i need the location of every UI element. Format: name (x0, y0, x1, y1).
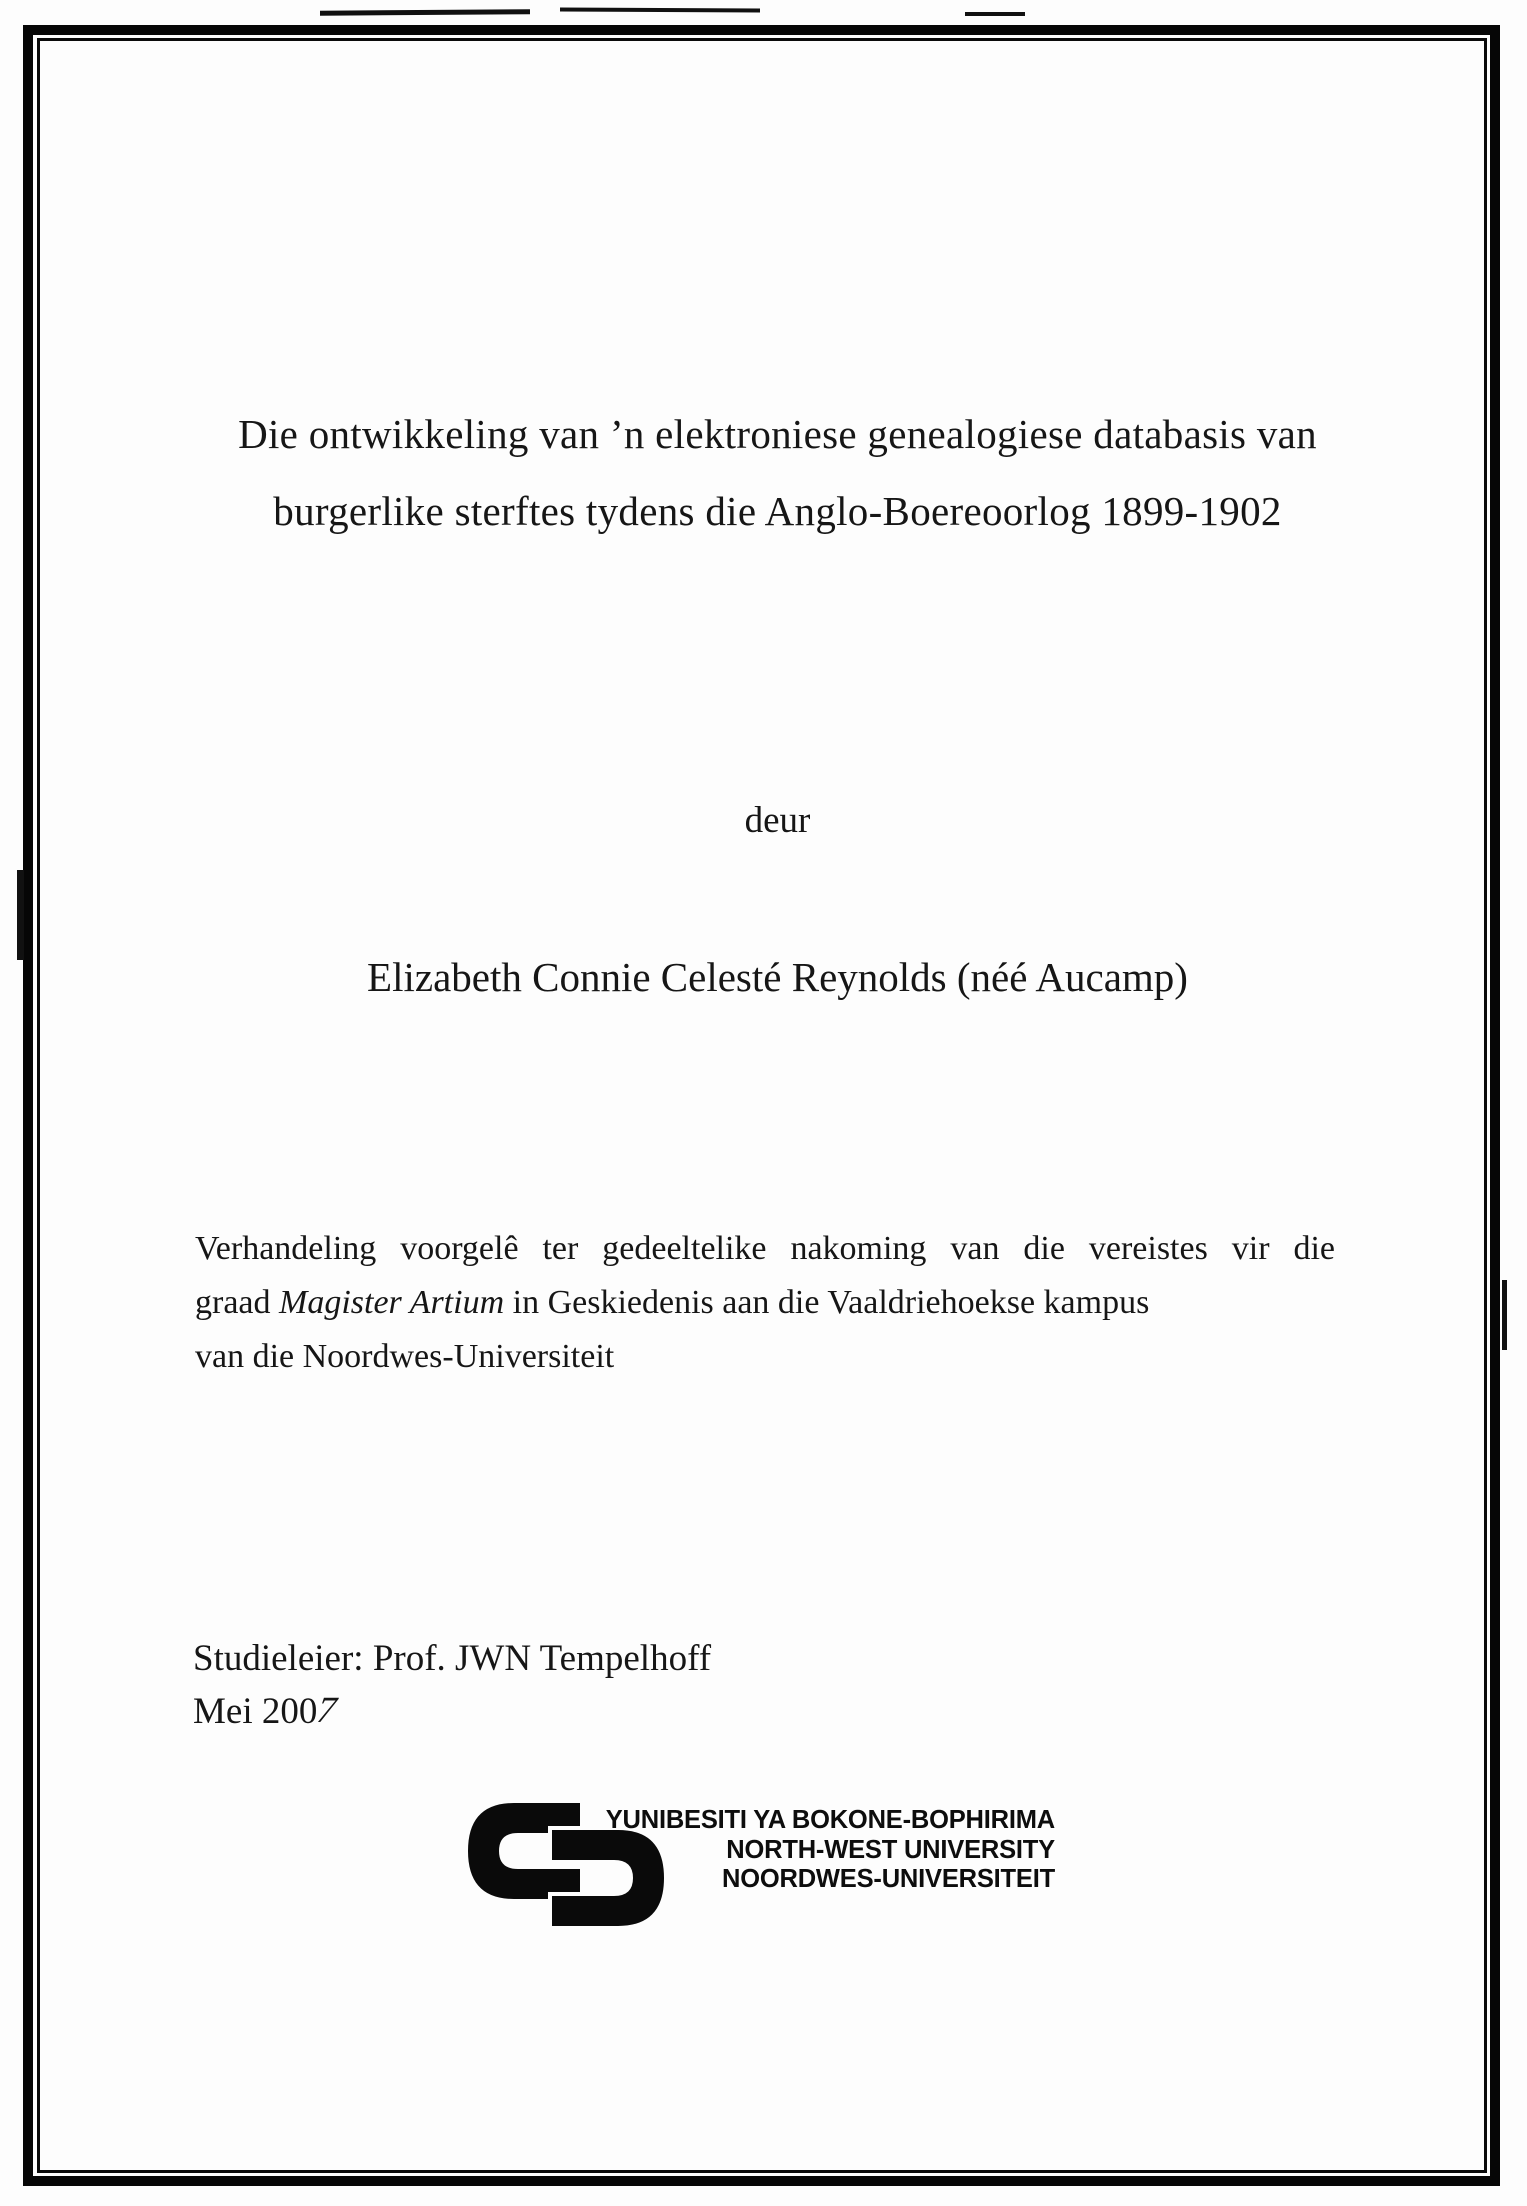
byline-label: deur (744, 800, 811, 841)
logo-line-setswana: YUNIBESITI YA BOKONE-BOPHIRIMA (605, 1806, 1055, 1834)
date-prefix: Mei 200 (193, 1691, 318, 1732)
logo-line-afrikaans: NOORDWES-UNIVERSITEIT (722, 1865, 1055, 1893)
thesis-title (195, 396, 1360, 550)
author-name: Elizabeth Connie Celesté Reynolds (néé Aucamp) (367, 954, 1188, 1000)
scan-artifact (17, 870, 24, 960)
submission-line-2-prefix: graad (195, 1284, 280, 1321)
submission-line-3: van die Noordwes-Universiteit (195, 1338, 615, 1375)
submission-statement (195, 1222, 1335, 1384)
submission-line-2-suffix: in Geskiedenis aan die Vaaldriehoekse kampus (504, 1284, 1150, 1321)
degree-name: Magister Artium (279, 1284, 505, 1321)
scan-artifact (320, 9, 530, 15)
submission-line-1: Verhandeling voorgelê ter gedeeltelike nakoming van die vereistes vir die (195, 1230, 1335, 1267)
scan-artifact (1502, 1280, 1507, 1350)
university-logo (468, 1798, 1088, 1938)
date-last-digit: 7 (311, 1690, 343, 1731)
logo-line-english: NORTH-WEST UNIVERSITY (726, 1835, 1055, 1864)
supervisor-block (193, 1632, 711, 1738)
supervisor-line: Studieleier: Prof. JWN Tempelhoff (193, 1638, 712, 1679)
date-line (193, 1685, 711, 1738)
title-line-2: burgerlike sterftes tydens die Anglo-Boereoorlog 1899-1902 (273, 488, 1282, 534)
submission-line-2 (195, 1276, 1335, 1330)
title-line-1: Die ontwikkeling van ’n elektroniese genealogiese databasis van (238, 411, 1317, 457)
scan-artifact (965, 12, 1025, 16)
logo-wordmark (578, 1806, 1055, 1895)
scan-artifact (560, 7, 760, 12)
